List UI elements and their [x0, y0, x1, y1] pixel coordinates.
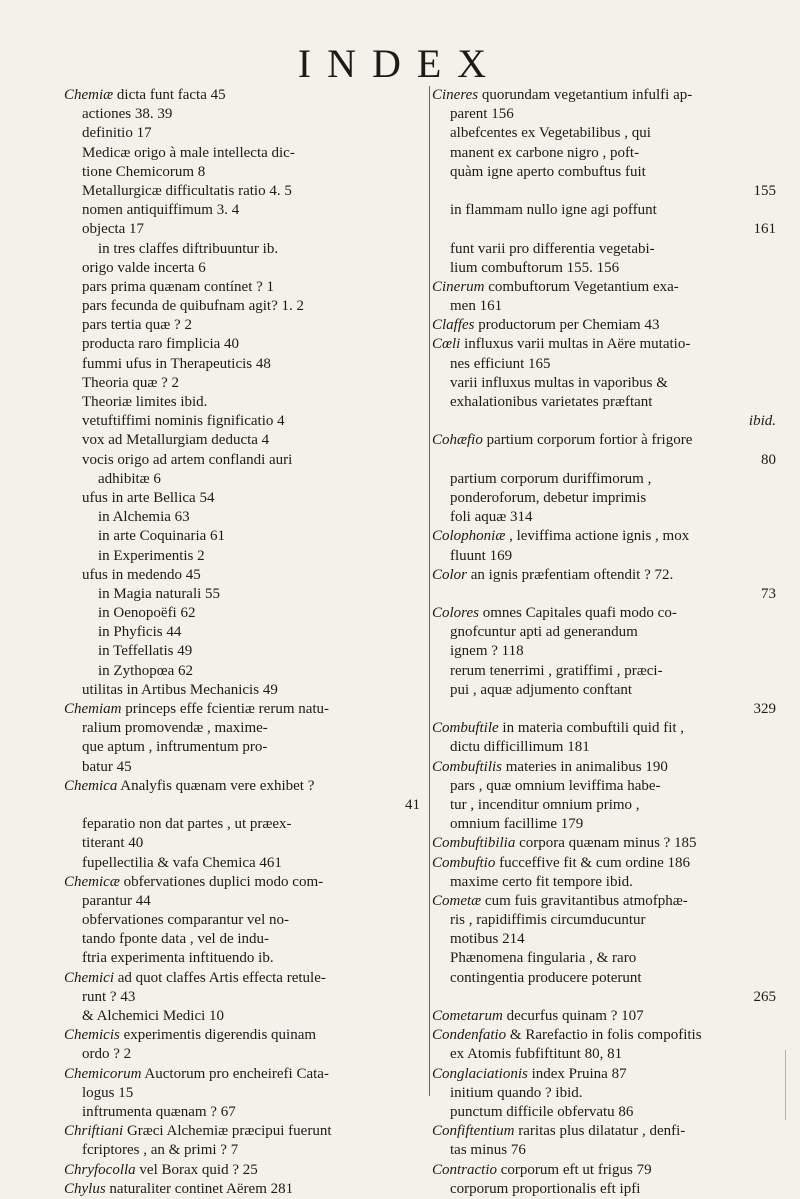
index-subentry	[432, 451, 782, 470]
index-subentry	[64, 527, 426, 546]
entry-text: punctum difficile obfervatu 86	[450, 1103, 634, 1120]
index-subentry	[432, 182, 782, 201]
entry-text: objecta 17	[82, 221, 145, 238]
entry-text: ralium promovendæ , maxime-	[82, 720, 268, 737]
entry-text: motibus 214	[450, 931, 525, 948]
index-subentry	[432, 738, 782, 757]
entry-text: corpora quænam minus ? 185	[515, 835, 697, 852]
index-subentry	[64, 854, 426, 873]
entry-text: lium combuftorum 155. 156	[450, 259, 620, 276]
page-edge-mark	[775, 1050, 786, 1120]
entry-text: 265	[753, 988, 776, 1005]
index-subentry	[432, 412, 782, 431]
index-entry	[432, 1161, 782, 1180]
entry-text: Græci Alchemiæ præcipui fuerunt	[123, 1123, 332, 1140]
index-subentry	[64, 201, 426, 220]
index-subentry	[64, 316, 426, 335]
entry-text: dictu difficillimum 181	[450, 739, 590, 756]
index-subentry	[432, 911, 782, 930]
index-subentry	[64, 758, 426, 777]
entry-headword: Colophoniæ	[432, 528, 506, 545]
index-subentry	[64, 681, 426, 700]
index-subentry	[432, 623, 782, 642]
index-subentry	[432, 124, 782, 143]
index-entry	[64, 86, 426, 105]
entry-text: omnium facillime 179	[450, 816, 584, 833]
entry-headword: Condenfatio	[432, 1027, 507, 1044]
entry-text: influxus varii multas in Aëre mutatio-	[460, 336, 691, 353]
entry-text: vetuftiffimi nominis fignificatio 4	[82, 413, 285, 430]
entry-text: in materia combuftili quid fit ,	[498, 720, 685, 737]
entry-text: Theoriæ limites ibid.	[82, 394, 208, 410]
index-subentry	[432, 1045, 782, 1064]
entry-headword: Confiftentium	[432, 1123, 515, 1140]
entry-text: initium quando ? ibid.	[450, 1084, 583, 1101]
entry-headword: Color	[432, 566, 468, 583]
entry-text: tando fponte data , vel de indu-	[82, 931, 270, 948]
index-subentry	[64, 431, 426, 450]
entry-text: experimentis digerendis quinam	[119, 1027, 317, 1044]
entry-text: quàm igne aperto combuftus fuit	[450, 163, 646, 180]
index-subentry	[64, 124, 426, 143]
entry-text: decurfus quinam ? 107	[502, 1008, 644, 1024]
index-entry	[64, 777, 426, 796]
index-subentry	[432, 105, 782, 124]
index-subentry	[64, 815, 426, 834]
entry-text: princeps effe fcientiæ rerum natu-	[121, 701, 330, 717]
entry-text: Metallurgicæ difficultatis ratio 4. 5	[82, 182, 292, 199]
entry-headword: Chylus	[64, 1180, 106, 1197]
entry-text: foli aquæ 314	[450, 509, 533, 526]
index-entry	[64, 1180, 426, 1199]
entry-headword: Chemicorum	[64, 1065, 142, 1082]
entry-text: vox ad Metallurgiam deducta 4	[82, 432, 270, 449]
index-subentry	[64, 412, 426, 431]
entry-text: in Magia naturali 55	[98, 585, 221, 602]
index-subentry	[64, 892, 426, 911]
entry-text: adhibitæ 6	[98, 470, 161, 487]
index-entry	[432, 86, 782, 105]
entry-text: dicta funt facta 45	[113, 87, 226, 103]
index-subentry	[432, 585, 782, 604]
index-subentry	[432, 393, 782, 412]
entry-headword: Combuftio	[432, 854, 496, 871]
index-subentry	[432, 662, 782, 681]
entry-text: tur , incenditur omnium primo ,	[450, 796, 640, 813]
index-subentry	[64, 278, 426, 297]
index-subentry	[64, 163, 426, 182]
entry-headword: Conglaciationis	[432, 1065, 528, 1082]
entry-text: rerum tenerrimi , gratiffimi , præci-	[450, 662, 663, 679]
index-subentry	[64, 949, 426, 968]
index-subentry	[432, 259, 782, 278]
index-subentry	[432, 988, 782, 1007]
entry-headword: Chemica	[64, 777, 118, 794]
entry-text: obfervationes duplici modo com-	[119, 873, 324, 890]
index-subentry	[64, 374, 426, 393]
index-column-right	[432, 86, 782, 1199]
entry-text: ex Atomis fubfiftitunt 80, 81	[450, 1046, 623, 1063]
entry-text: in Phyficis 44	[98, 624, 182, 641]
entry-text: & Alchemici Medici 10	[82, 1008, 225, 1024]
entry-text: 329	[753, 701, 776, 717]
entry-text: Auctorum pro encheirefi Cata-	[141, 1065, 329, 1082]
index-subentry	[64, 642, 426, 661]
index-subentry	[64, 719, 426, 738]
entry-text: maxime certo fit tempore ibid.	[450, 873, 633, 890]
index-entry	[64, 873, 426, 892]
entry-headword: Claffes	[432, 317, 475, 334]
entry-text: feparatio non dat partes , ut præex-	[82, 816, 292, 833]
entry-headword: Chemicæ	[64, 873, 120, 890]
index-entry	[432, 854, 782, 873]
index-subentry	[432, 220, 782, 239]
index-subentry	[64, 240, 426, 259]
entry-text: fluunt 169	[450, 547, 513, 564]
entry-text: in tres claffes diftribuuntur ib.	[98, 240, 279, 257]
entry-text: pars tertia quæ ? 2	[82, 317, 192, 334]
index-subentry	[432, 700, 782, 719]
entry-headword: Cineres	[432, 87, 479, 103]
index-subentry	[64, 566, 426, 585]
index-subentry	[432, 374, 782, 393]
entry-text: pars fecunda de quibufnam agit? 1. 2	[82, 298, 305, 315]
entry-text: in Alchemia 63	[98, 509, 190, 526]
index-subentry	[432, 1141, 782, 1160]
entry-text: pars prima quænam contínet ? 1	[82, 278, 275, 295]
index-subentry	[432, 969, 782, 988]
index-subentry	[432, 815, 782, 834]
index-column-left	[64, 86, 426, 1199]
entry-headword: Cohæfio	[432, 432, 483, 449]
index-subentry	[64, 220, 426, 239]
entry-text: contingentia producere poterunt	[450, 969, 642, 986]
entry-text: ftria experimenta inftituendo ib.	[82, 950, 274, 967]
entry-headword: Combuftile	[432, 720, 499, 737]
entry-text: logus 15	[82, 1084, 134, 1101]
entry-text: 155	[753, 182, 776, 199]
entry-text: in Zythopœa 62	[98, 662, 193, 679]
entry-text: Medicæ origo à male intellecta dic-	[82, 144, 295, 161]
index-subentry	[432, 796, 782, 815]
entry-text: que aptum , inftrumentum pro-	[82, 739, 268, 756]
index-subentry	[432, 681, 782, 700]
index-entry	[64, 969, 426, 988]
index-entry	[432, 1122, 782, 1141]
entry-headword: Chemicis	[64, 1027, 120, 1044]
index-subentry	[432, 1084, 782, 1103]
index-entry	[432, 1065, 782, 1084]
index-subentry	[432, 470, 782, 489]
entry-text: partium corporum duriffimorum ,	[450, 470, 652, 487]
entry-text: 73	[761, 585, 776, 602]
entry-headword: Chemiæ	[64, 87, 114, 103]
index-subentry	[64, 604, 426, 623]
index-entry	[432, 604, 782, 623]
entry-text: ris , rapidiffimis circumducuntur	[450, 912, 646, 929]
entry-text: 161	[753, 221, 776, 238]
index-entry	[432, 1007, 782, 1026]
entry-headword: Colores	[432, 605, 479, 622]
index-entry	[432, 1026, 782, 1045]
index-subentry	[432, 297, 782, 316]
entry-text: actiones 38. 39	[82, 106, 173, 123]
entry-text: runt ? 43	[82, 988, 136, 1005]
index-entry	[432, 566, 782, 585]
entry-text: varii influxus multas in vaporibus &	[450, 374, 668, 391]
entry-text: pui , aquæ adjumento conftant	[450, 681, 633, 698]
index-subentry	[64, 470, 426, 489]
entry-text: gnofcuntur apti ad generandum	[450, 624, 638, 641]
index-subentry	[432, 1103, 782, 1122]
index-subentry	[64, 911, 426, 930]
entry-headword: Combuftilis	[432, 758, 503, 775]
index-entry	[64, 1026, 426, 1045]
entry-text: vel Borax quid ? 25	[135, 1161, 258, 1178]
index-subentry	[432, 930, 782, 949]
entry-text: pars , quæ omnium leviffima habe-	[450, 777, 661, 794]
entry-headword: Chriftiani	[64, 1123, 124, 1140]
index-subentry	[64, 297, 426, 316]
entry-text: in flammam nullo igne agi poffunt	[450, 202, 657, 219]
index-subentry	[64, 1141, 426, 1160]
index-entry	[432, 527, 782, 546]
index-entry	[432, 335, 782, 354]
index-entry	[432, 834, 782, 853]
index-subentry	[432, 508, 782, 527]
entry-text: naturaliter continet Aërem 281	[105, 1180, 294, 1197]
index-subentry	[432, 489, 782, 508]
entry-text: origo valde incerta 6	[82, 259, 206, 276]
index-subentry	[64, 834, 426, 853]
entry-headword: Cometarum	[432, 1008, 503, 1024]
entry-text: men 161	[450, 298, 503, 315]
entry-text: 41	[405, 796, 420, 813]
entry-text: in arte Coquinaria 61	[98, 528, 226, 545]
entry-text: & Rarefactio in folis compofitis	[506, 1027, 702, 1044]
index-subentry	[64, 393, 426, 412]
entry-text: obfervationes comparantur vel no-	[82, 912, 290, 929]
entry-headword: Chryfocolla	[64, 1161, 136, 1178]
index-subentry	[64, 182, 426, 201]
index-subentry	[64, 547, 426, 566]
entry-text: fucceffive fit & cum ordine 186	[495, 854, 690, 871]
index-subentry	[64, 508, 426, 527]
index-subentry	[64, 1084, 426, 1103]
index-subentry	[432, 240, 782, 259]
entry-text: ufus in arte Bellica 54	[82, 489, 215, 506]
index-entry	[64, 1161, 426, 1180]
entry-text: albefcentes ex Vegetabilibus , qui	[450, 125, 651, 142]
entry-headword: Cœli	[432, 336, 461, 353]
index-subentry	[64, 930, 426, 949]
index-subentry	[64, 144, 426, 163]
index-subentry	[64, 623, 426, 642]
entry-text: in Teffellatis 49	[98, 643, 193, 660]
index-subentry	[432, 547, 782, 566]
entry-text: ordo ? 2	[82, 1046, 132, 1063]
index-subentry	[432, 873, 782, 892]
entry-text: ufus in medendo 45	[82, 566, 201, 583]
entry-text: ibid.	[748, 413, 776, 430]
entry-text: fupellectilia & vafa Chemica 461	[82, 854, 282, 871]
entry-headword: Chemiam	[64, 701, 122, 717]
entry-headword: Cinerum	[432, 278, 485, 295]
index-entry	[64, 700, 426, 719]
entry-text: an ignis præfentiam oftendit ? 72.	[467, 566, 674, 583]
column-divider	[429, 86, 430, 1096]
entry-text: ponderoforum, debetur imprimis	[450, 489, 647, 506]
entry-text: Analyfis quænam vere exhibet ?	[117, 777, 315, 794]
entry-text: nomen antiquiffimum 3. 4	[82, 202, 240, 219]
index-subentry	[64, 355, 426, 374]
index-entry	[432, 892, 782, 911]
index-subentry	[64, 451, 426, 470]
index-subentry	[64, 259, 426, 278]
index-subentry	[432, 144, 782, 163]
entry-text: fcriptores , an & primi ? 7	[82, 1142, 239, 1159]
entry-text: combuftorum Vegetantium exa-	[484, 278, 679, 295]
index-subentry	[432, 1180, 782, 1199]
entry-text: materies in animalibus 190	[502, 758, 668, 775]
index-subentry	[64, 988, 426, 1007]
entry-text: producta raro fimplicia 40	[82, 336, 240, 353]
entry-text: in Experimentis 2	[98, 547, 205, 564]
entry-text: nes efficiunt 165	[450, 355, 551, 372]
index-entry	[432, 719, 782, 738]
entry-text: manent ex carbone nigro , poft-	[450, 144, 640, 161]
index-entry	[432, 316, 782, 335]
entry-text: Theoria quæ ? 2	[82, 374, 180, 391]
entry-headword: Chemici	[64, 969, 114, 986]
entry-text: tas minus 76	[450, 1142, 526, 1159]
entry-headword: Cometæ	[432, 892, 482, 909]
entry-text: index Pruina 87	[527, 1065, 627, 1082]
index-subentry	[432, 201, 782, 220]
entry-text: ignem ? 118	[450, 643, 524, 660]
entry-text: productorum per Chemiam 43	[474, 317, 660, 334]
index-subentry	[432, 949, 782, 968]
index-subentry	[64, 1007, 426, 1026]
entry-text: vocis origo ad artem conflandi auri	[82, 451, 293, 468]
index-subentry	[64, 1045, 426, 1064]
index-subentry	[64, 662, 426, 681]
index-subentry	[64, 738, 426, 757]
entry-text: fummi ufus in Therapeuticis 48	[82, 355, 271, 372]
index-subentry	[432, 163, 782, 182]
entry-text: batur 45	[82, 758, 132, 775]
entry-text: definitio 17	[82, 125, 152, 142]
index-entry	[432, 431, 782, 450]
entry-text: inftrumenta quænam ? 67	[82, 1103, 236, 1120]
index-entry	[432, 278, 782, 297]
entry-text: ad quot claffes Artis effecta retule-	[114, 969, 326, 986]
entry-text: utilitas in Artibus Mechanicis 49	[82, 681, 278, 698]
entry-text: corporum eft ut frigus 79	[497, 1161, 652, 1178]
index-entry	[432, 758, 782, 777]
index-subentry	[432, 777, 782, 796]
entry-text: Phænomena fingularia , & raro	[450, 950, 637, 967]
entry-text: funt varii pro differentia vegetabi-	[450, 240, 655, 257]
entry-headword: Combuftibilia	[432, 835, 516, 852]
entry-text: titerant 40	[82, 835, 144, 852]
entry-text: corporum proportionalis eft ipfi	[450, 1180, 641, 1197]
entry-text: omnes Capitales quafi modo co-	[478, 605, 677, 622]
entry-text: parent 156	[450, 106, 514, 123]
entry-headword: Contractio	[432, 1161, 498, 1178]
entry-text: raritas plus dilatatur , denfi-	[514, 1123, 686, 1140]
index-subentry	[64, 585, 426, 604]
entry-text: tione Chemicorum 8	[82, 163, 206, 180]
entry-text: 80	[761, 451, 776, 468]
entry-text: parantur 44	[82, 892, 151, 909]
entry-text: , leviffima actione ignis , mox	[505, 528, 690, 545]
index-subentry	[64, 796, 426, 815]
index-entry	[64, 1122, 426, 1141]
index-subentry	[432, 642, 782, 661]
index-subentry	[64, 335, 426, 354]
index-entry	[64, 1065, 426, 1084]
entry-text: cum fuis gravitantibus atmofphæ-	[481, 892, 688, 909]
index-subentry	[64, 1103, 426, 1122]
entry-text: partium corporum fortior à frigore	[482, 432, 693, 449]
index-subentry	[432, 355, 782, 374]
page-title: INDEX	[297, 41, 503, 86]
entry-text: exhalationibus varietates præftant	[450, 394, 653, 410]
index-subentry	[64, 489, 426, 508]
entry-text: quorundam vegetantium infulfi ap-	[478, 87, 693, 103]
entry-text: in Oenopoëfi 62	[98, 605, 196, 622]
index-subentry	[64, 105, 426, 124]
